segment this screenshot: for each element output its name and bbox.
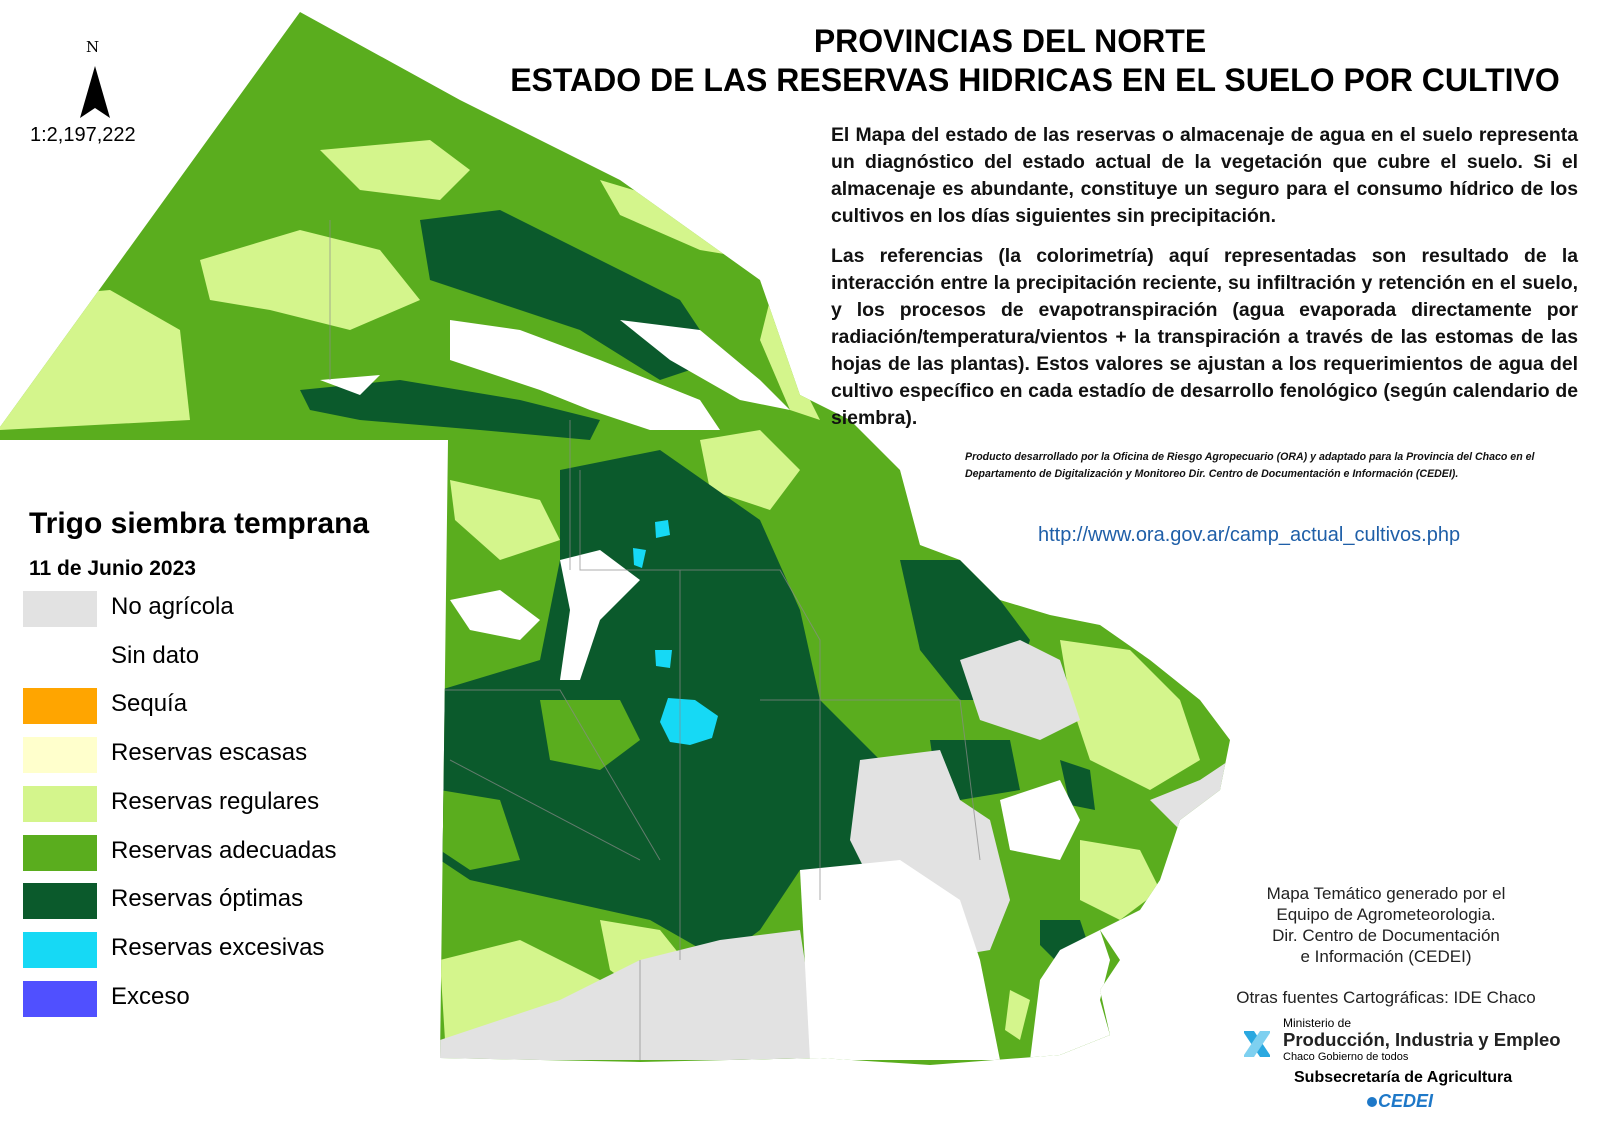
legend-item: [23, 881, 383, 921]
legend-label: Sequía: [111, 690, 188, 718]
legend-item: [23, 638, 383, 678]
subsecretaria-label: Subsecretaría de Agricultura: [1294, 1069, 1513, 1086]
legend-label: Reservas óptimas: [111, 885, 304, 913]
legend-label: Sin dato: [111, 641, 200, 669]
legend-swatch: [23, 591, 97, 627]
made-by-line: Dir. Centro de Documentación: [1272, 926, 1500, 945]
legend-item: [23, 589, 383, 629]
legend-title: Trigo siembra temprana: [29, 507, 370, 540]
legend-label: Reservas adecuadas: [111, 836, 337, 864]
legend-item: [23, 686, 383, 726]
legend-swatch: [23, 883, 97, 919]
legend-label: Exceso: [111, 982, 190, 1010]
legend-swatch: [23, 688, 97, 724]
north-label: N: [86, 38, 100, 56]
ministry-logo: [1240, 1013, 1600, 1123]
legend-date: 11 de Junio 2023: [29, 557, 196, 580]
made-by-line: Mapa Temático generado por el: [1266, 884, 1506, 903]
made-by-line: e Información (CEDEI): [1300, 947, 1472, 966]
legend-swatch: [23, 932, 97, 968]
legend-item: [23, 833, 383, 873]
legend-label: Reservas excesivas: [111, 933, 325, 961]
legend-item: [23, 979, 383, 1019]
description-paragraph-2: Las referencias (la colorimetría) aquí representadas son resultado de la interacción entre la precipitación reciente, su infiltración y retención en el suelo, y los procesos de evapotranspiración (agua evaporada directamente por radiación/temperatura/vientos + la transpiración a través de las estomas de las hojas de las plantas). Estos valores se ajustan a los requerimientos de agua del cultivo específico en cada estadío de desarrollo fenológico (según calendario de siembra).: [831, 245, 1578, 429]
legend-item: [23, 930, 383, 970]
map-scale: 1:2,197,222: [30, 124, 136, 146]
legend-swatch: [23, 981, 97, 1017]
cedei-logo-text: CEDEI: [1378, 1091, 1434, 1111]
description-paragraph-1: El Mapa del estado de las reservas o almacenaje de agua en el suelo representa un diagnóstico del estado actual de la vegetación que cubre el suelo. Si el almacenaje es abundante, constituye un seguro para el consumo hídrico de los cultivos en los días siguientes sin precipitación.: [831, 124, 1578, 227]
ministry-small-label: Ministerio de: [1283, 1016, 1352, 1030]
legend-item: [23, 735, 383, 775]
map-title-line1: PROVINCIAS DEL NORTE: [813, 23, 1207, 59]
made-by-line: Equipo de Agrometeorologia.: [1276, 905, 1496, 924]
legend-item: [23, 784, 383, 824]
legend-swatch: [23, 786, 97, 822]
other-sources: Otras fuentes Cartográficas: IDE Chaco: [1236, 988, 1536, 1007]
legend-swatch: [23, 640, 97, 676]
ministry-government: Chaco Gobierno de todos: [1283, 1051, 1409, 1063]
made-by-note: [1236, 883, 1536, 967]
legend-label: No agrícola: [111, 593, 234, 620]
legend-swatch: [23, 835, 97, 871]
legend-label: Reservas regulares: [111, 787, 320, 815]
ministry-name: Producción, Industria y Empleo: [1283, 1029, 1561, 1050]
cedei-icon: [1366, 1096, 1378, 1108]
product-credit: Producto desarrollado por la Oficina de Riesgo Agropecuario (ORA) y adaptado para la Provincia del Chaco en el Departamento de Digitalización y Monitoreo Dir. Centro de Documentación e Información (CEDEI).: [965, 451, 1535, 480]
legend-label: Reservas escasas: [111, 739, 308, 767]
ministry-cross-icon: [1240, 1027, 1274, 1061]
legend-swatch: [23, 737, 97, 773]
source-url-link[interactable]: http://www.ora.gov.ar/camp_actual_cultivos.php: [1038, 524, 1461, 546]
map-title-line2: ESTADO DE LAS RESERVAS HIDRICAS EN EL SUELO POR CULTIVO: [510, 62, 1560, 98]
